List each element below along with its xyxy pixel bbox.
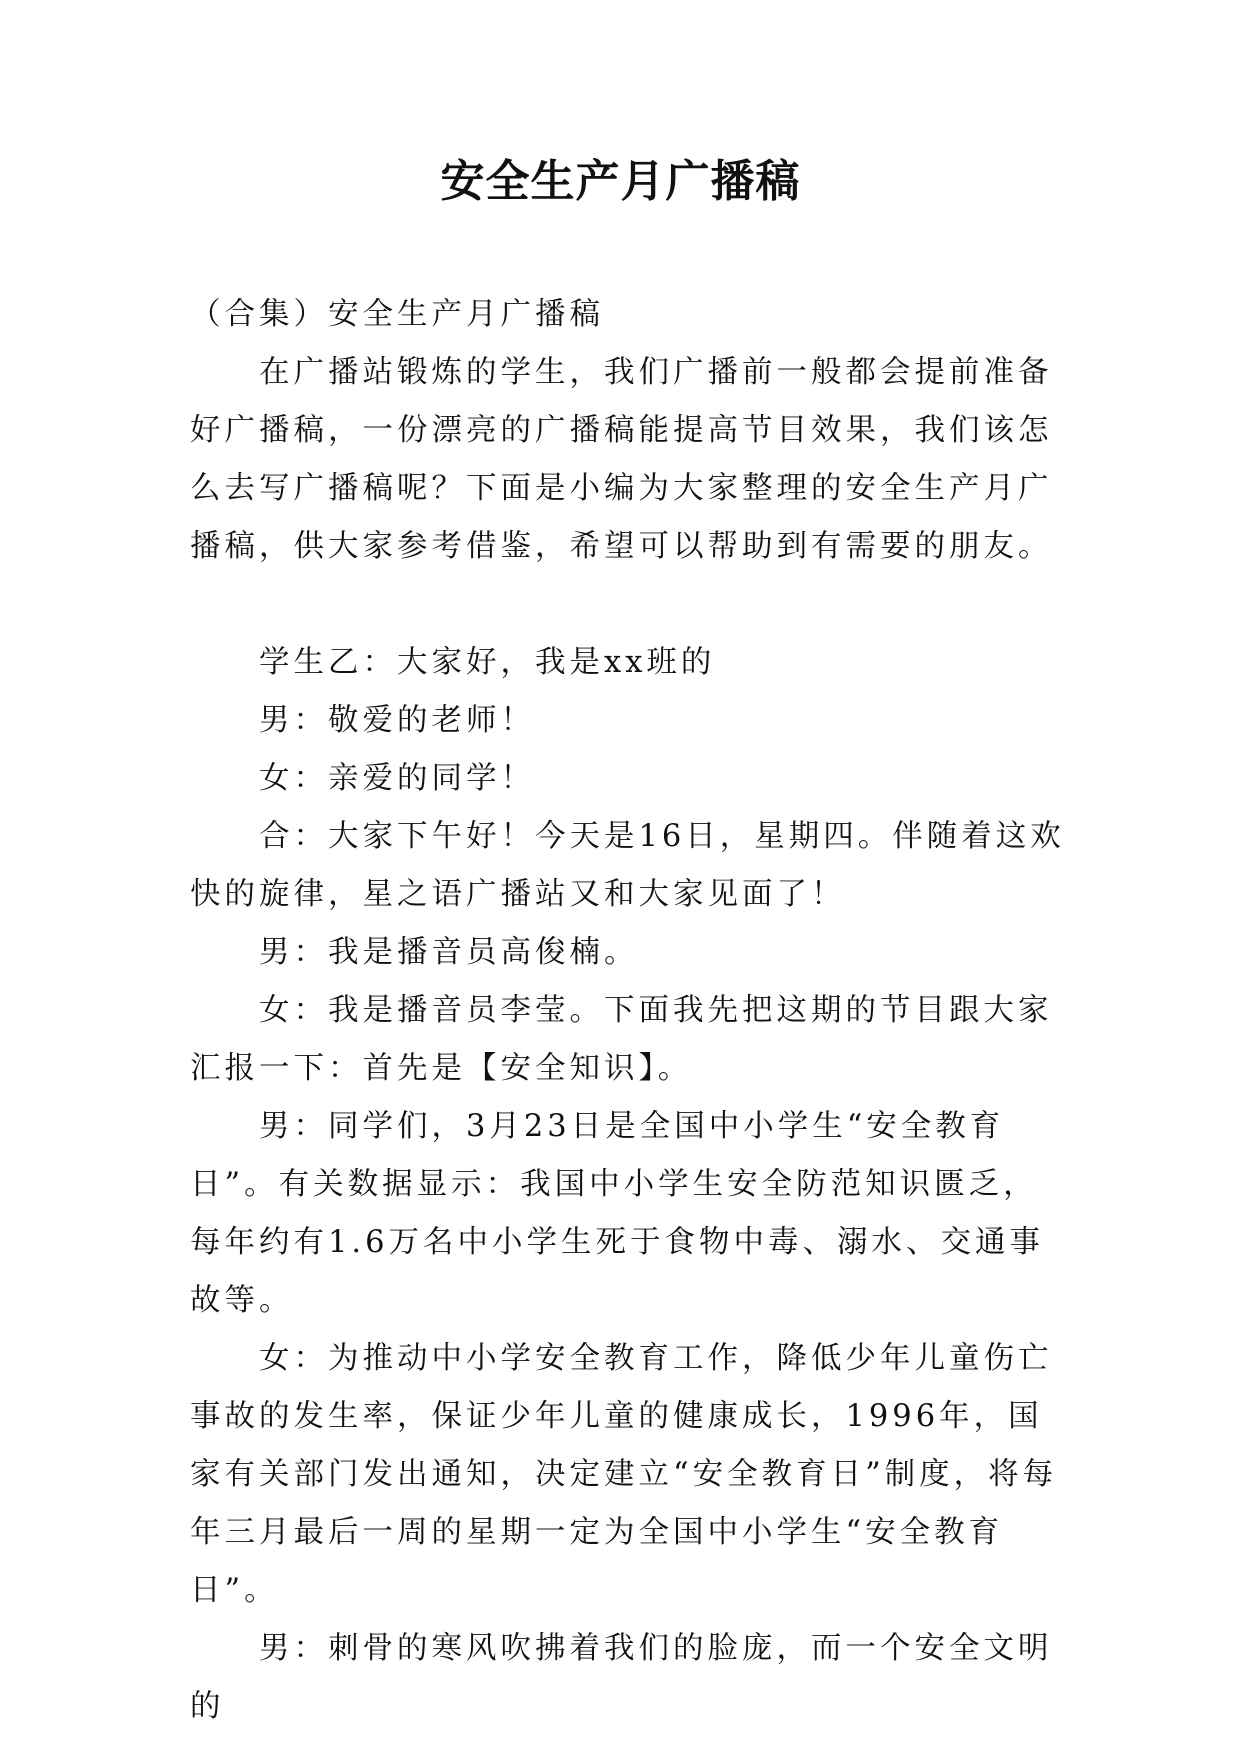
script-paragraph: 女：亲爱的同学！: [259, 761, 535, 796]
script-paragraph: 男：同学们，3月23日是全国中小学生“安全教育日”。有关数据显示：我国中小学生安全防范知识匮乏，每年约有1.6万名中小学生死于食物中毒、溺水、交通事故等。: [190, 1109, 1045, 1318]
script-paragraph: 男：刺骨的寒风吹拂着我们的脸庞，而一个安全文明的: [190, 1631, 1053, 1724]
subtitle-paragraph: （合集）安全生产月广播稿: [190, 297, 604, 332]
document-title: 安全生产月广播稿: [440, 156, 801, 207]
script-paragraph: 男：我是播音员高俊楠。: [259, 935, 639, 970]
script-paragraph: 女：我是播音员李莹。下面我先把这期的节目跟大家汇报一下：首先是【安全知识】。: [190, 993, 1053, 1086]
paragraph-spacer: [190, 576, 1070, 634]
script-paragraph: 女：为推动中小学安全教育工作，降低少年儿童伤亡事故的发生率，保证少年儿童的健康成长，1996年，国家有关部门发出通知，决定建立“安全教育日”制度，将每年三月最后一周的星期一定为全国中小学生“安全教育日”。: [190, 1341, 1058, 1608]
intro-paragraph: 在广播站锻炼的学生，我们广播前一般都会提前准备好广播稿，一份漂亮的广播稿能提高节目效果，我们该怎么去写广播稿呢？下面是小编为大家整理的安全生产月广播稿，供大家参考借鉴，希望可以帮助到有需要的朋友。: [190, 355, 1053, 564]
script-paragraph: 学生乙：大家好，我是xx班的: [259, 645, 716, 680]
document-body: [190, 286, 1070, 1736]
script-paragraph: 男：敬爱的老师！: [259, 703, 535, 738]
script-paragraph: 合：大家下午好！今天是16日，星期四。伴随着这欢快的旋律，星之语广播站又和大家见面了！: [190, 819, 1065, 912]
